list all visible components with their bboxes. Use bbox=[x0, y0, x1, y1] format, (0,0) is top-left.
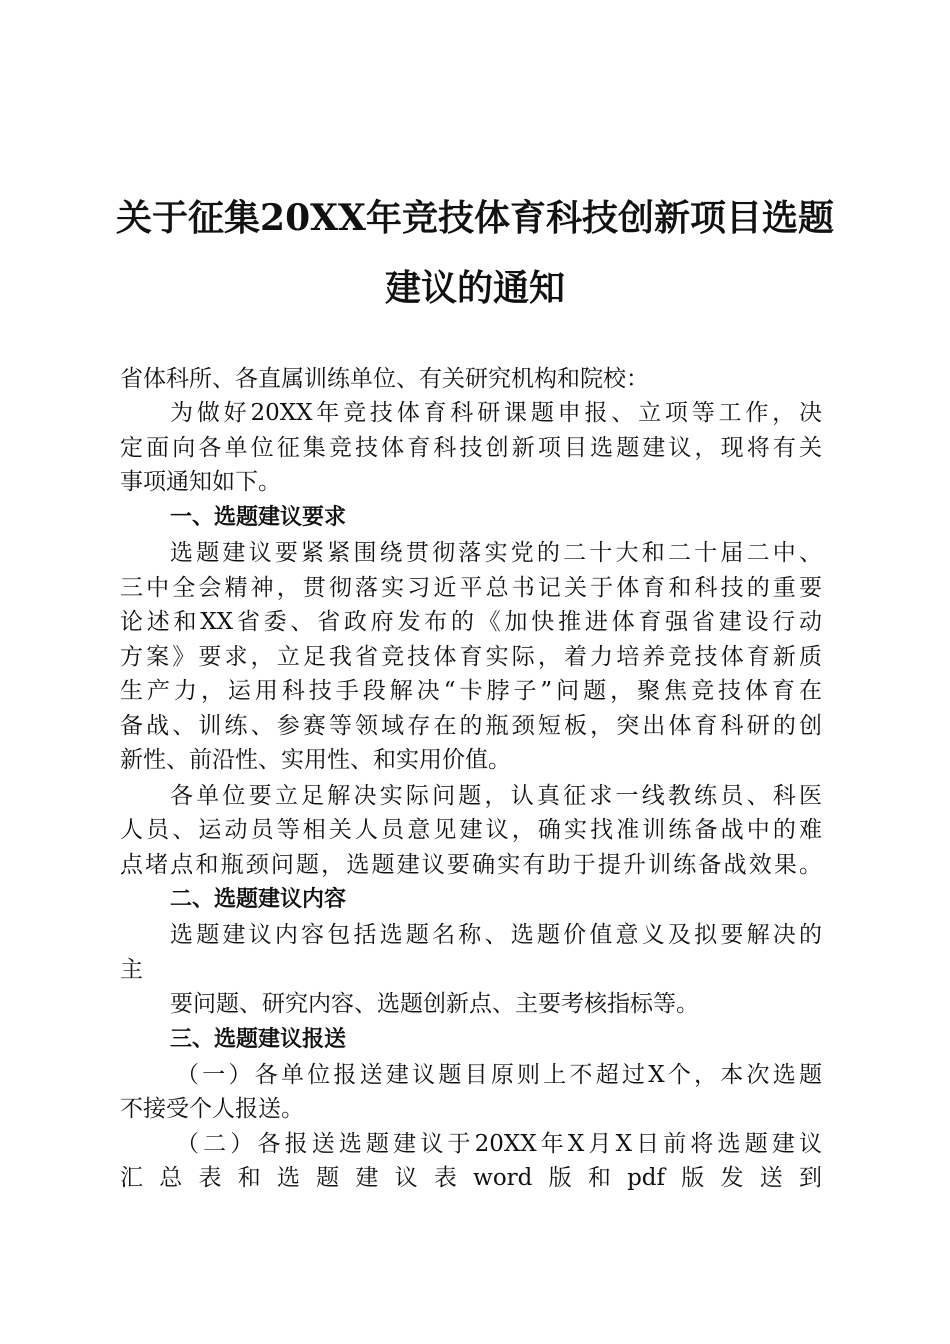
section-1-line: 备战、训练、参赛等领域存在的瓶颈短板，突出体育科研的创 bbox=[120, 713, 822, 739]
section-1-line-2: 各单位要立足解决实际问题，认真征求一线教练员、科医 bbox=[170, 783, 822, 809]
intro-line: 事项通知如下。 bbox=[120, 469, 281, 495]
section-3-heading: 三、选题建议报送 bbox=[170, 1027, 347, 1052]
intro-line: 定面向各单位征集竞技体育科技创新项目选题建议，现将有关 bbox=[120, 435, 822, 461]
section-1-line: 方案》要求，立足我省竞技体育实际，着力培养竞技体育新质 bbox=[120, 644, 822, 670]
section-2-heading: 二、选题建议内容 bbox=[170, 887, 347, 912]
section-1-heading: 一、选题建议要求 bbox=[170, 505, 347, 530]
section-3-item-1-line: 不接受个人报送。 bbox=[120, 1096, 304, 1122]
section-1-line: 生产力，运用科技手段解决“卡脖子”问题，聚焦竞技体育在 bbox=[120, 678, 822, 704]
intro-line: 为做好20XX年竞技体育科研课题申报、立项等工作，决 bbox=[170, 400, 822, 426]
section-3-item-2-line: （二）各报送选题建议于20XX年X月X日前将选题建议 bbox=[176, 1131, 822, 1157]
section-1-line-2: 点堵点和瓶颈问题，选题建议要确实有助于提升训练备战效果。 bbox=[120, 852, 822, 878]
section-1-line-2: 人员、运动员等相关人员意见建议，确实找准训练备战中的难 bbox=[120, 817, 822, 843]
section-2-line: 主 bbox=[120, 957, 143, 983]
section-1-line: 论述和XX省委、省政府发布的《加快推进体育强省建设行动 bbox=[120, 609, 822, 635]
salutation: 省体科所、各直属训练单位、有关研究机构和院校： bbox=[120, 366, 649, 392]
section-1-line: 新性、前沿性、实用性、和实用价值。 bbox=[120, 747, 511, 773]
document-title-line-2: 建议的通知 bbox=[384, 267, 565, 309]
section-3-item-2-line: 汇总表和选题建议表word版和pdf版发送到 bbox=[120, 1165, 822, 1191]
section-2-line: 选题建议内容包括选题名称、选题价值意义及拟要解决的 bbox=[170, 922, 822, 948]
section-2-line: 要问题、研究内容、选题创新点、主要考核指标等。 bbox=[170, 991, 699, 1017]
section-3-item-1-line: （一）各单位报送建议题目原则上不超过X个，本次选题 bbox=[176, 1062, 822, 1088]
document-title-line-1: 关于征集20XX年竞技体育科技创新项目选题 bbox=[116, 197, 834, 239]
section-1-line: 选题建议要紧紧围绕贯彻落实党的二十大和二十届二中、 bbox=[170, 540, 822, 566]
section-1-line: 三中全会精神，贯彻落实习近平总书记关于体育和科技的重要 bbox=[120, 575, 822, 601]
